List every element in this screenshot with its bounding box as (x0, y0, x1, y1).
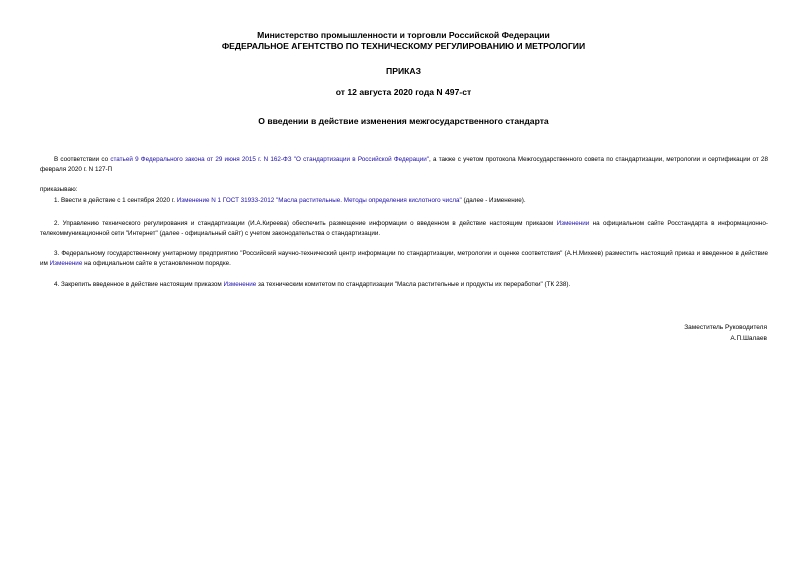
gost-amendment-link[interactable]: Изменение N 1 ГОСТ 31933-2012 "Масла растительные. Методы определения кислотного числа" (176, 197, 462, 204)
item-1-text-post: (далее - Изменение). (461, 197, 526, 204)
amendment-link-3[interactable]: Изменение (49, 259, 83, 267)
item-2-text-pre: 2. Управлению технического регулирования и стандартизации (И.А.Киреева) обеспечить размещение информации о введенном в действие настоящим приказом (54, 220, 557, 227)
agency-title: ФЕДЕРАЛЬНОЕ АГЕНТСТВО ПО ТЕХНИЧЕСКОМУ РЕГУЛИРОВАНИЮ И МЕТРОЛОГИИ (221, 41, 586, 51)
order-item-1 (40, 196, 768, 206)
order-item-3 (40, 249, 768, 268)
amendment-link-2[interactable]: Изменении (556, 220, 590, 227)
document-date: от 12 августа 2020 года N 497-ст (335, 87, 472, 97)
document-subject: О введении в действие изменения межгосударственного стандарта (258, 116, 549, 126)
item-3-text-pre: 3. Федеральному государственному унитарному предприятию "Российский научно-технический центр информации по стандартизации, метрологии и оценке соответствия" (А.Н.Михеев) разместить настоящий приказ и введенное в действие им (40, 250, 768, 267)
ministry-title: Министерство промышленности и торговли Российской Федерации (257, 30, 550, 40)
item-4-text-pre: 4. Закрепить введенное в действие настоящим приказом (54, 281, 224, 288)
order-word: приказываю: (40, 186, 78, 193)
order-item-2 (40, 219, 768, 238)
signatory-name: А.П.Шалаев (730, 335, 767, 342)
signatory-position: Заместитель Руководителя (684, 324, 767, 331)
federal-law-link[interactable]: статьей 9 Федерального закона от 29 июня 2015 г. N 162-ФЗ "О стандартизации в Российской Федерации" (110, 156, 430, 163)
item-4-text-post: за техническим комитетом по стандартизации "Масла растительные и продукты их переработки" (ТК 238). (256, 281, 571, 288)
amendment-link-4[interactable]: Изменение (223, 281, 257, 288)
item-1-text-pre: 1. Ввести в действие с 1 сентября 2020 г. (54, 197, 177, 204)
preamble-text-pre: В соответствии со (54, 156, 111, 163)
document-type: ПРИКАЗ (386, 66, 421, 76)
preamble-text-post: , а также с учетом протокола Межгосударственного совета по стандартизации, метрологии и сертификации от 28 февраля 2020 г. N 127-П (40, 156, 768, 173)
preamble-paragraph (40, 155, 768, 174)
item-3-text-post: на официальном сайте в установленном порядке. (82, 259, 231, 267)
item-2-text-post: на официальном сайте Росстандарта в информационно-телекоммуникационной сети "Интернет" (далее - официальный сайт) с учетом законодательства о стандартизации. (40, 220, 768, 237)
order-item-4 (40, 280, 768, 290)
